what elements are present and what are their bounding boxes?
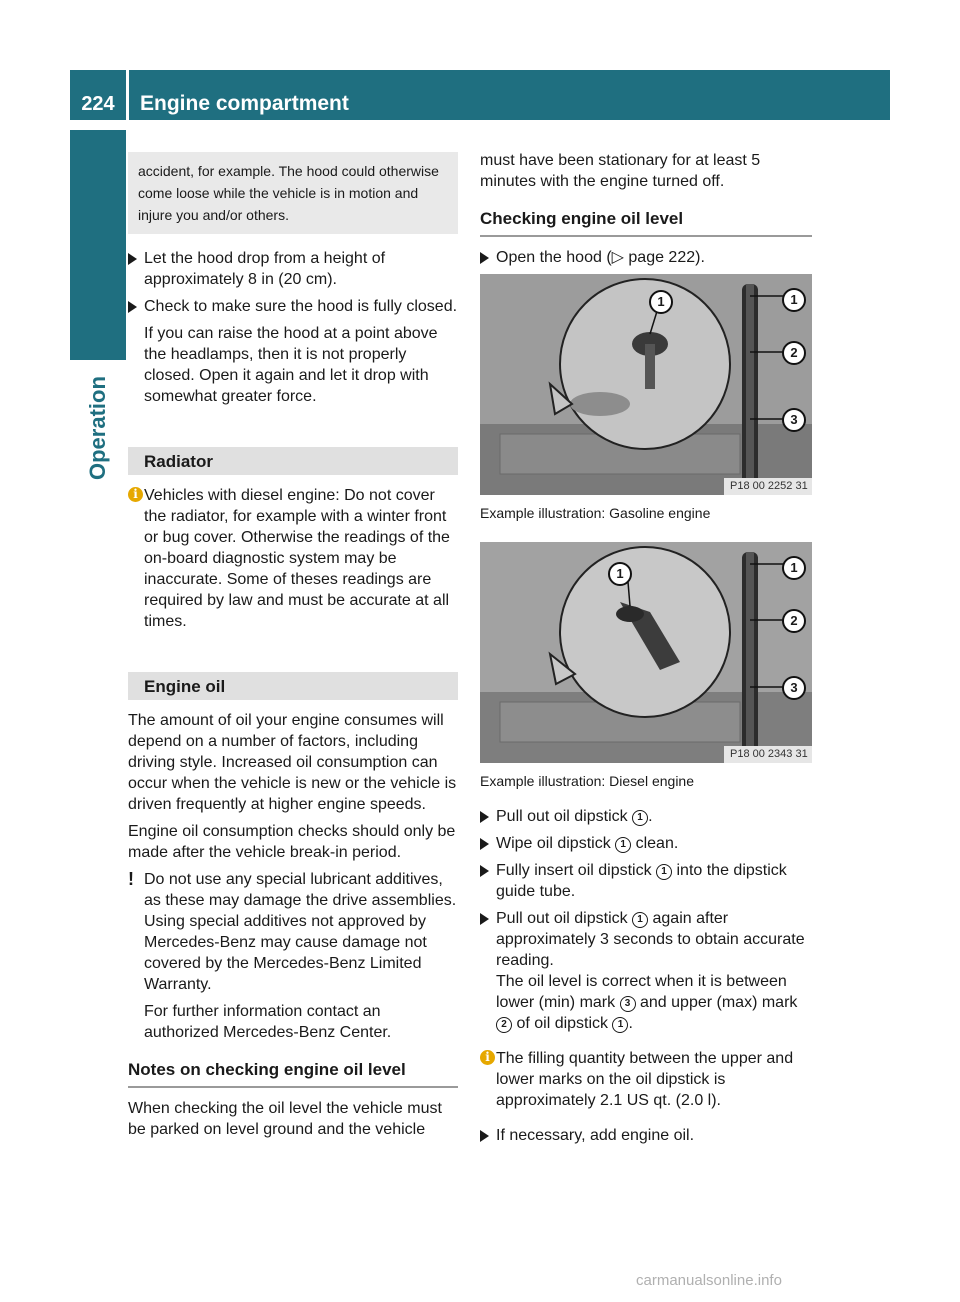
- info-icon: i: [128, 487, 143, 502]
- section-radiator: Radiator: [128, 447, 458, 475]
- step-wipe-dipstick: Wipe oil dipstick 1 clean.: [480, 833, 812, 854]
- callout-1: 1: [612, 1017, 628, 1033]
- callout-1: 1: [632, 912, 648, 928]
- figure-diesel-engine: [480, 542, 812, 763]
- step-insert-dipstick: Fully insert oil dipstick 1 into the dipstick guide tube.: [480, 860, 812, 902]
- left-column: [128, 150, 458, 1146]
- callout-3: 3: [782, 676, 806, 700]
- callout-1: 1: [608, 562, 632, 586]
- notes-paragraph: When checking the oil level the vehicle must be parked on level ground and the vehicle: [128, 1100, 442, 1138]
- callout-1: 1: [782, 288, 806, 312]
- caption-gasoline: Example illustration: Gasoline engine: [480, 505, 711, 521]
- callout-2: 2: [782, 341, 806, 365]
- right-column: [480, 150, 812, 1152]
- oil-paragraph-2: Engine oil consumption checks should only be made after the vehicle break-in period.: [128, 823, 456, 861]
- radiator-note: i Vehicles with diesel engine: Do not cover the radiator, for example with a winter front or bug cover. Otherwise the readings of the on-board diagnostic system may be inaccurate. Some of theses readings are required by law and must be accurate at all times.: [128, 485, 458, 632]
- step-read-dipstick: Pull out oil dipstick 1 again after approximately 3 seconds to obtain accurate reading. The oil level is correct when it is between lower (min) mark 3 and upper (max) mark 2 of oil dipstick 1 .: [480, 908, 812, 1034]
- subheading-checking: Checking engine oil level: [480, 208, 812, 237]
- oil-paragraph-1: The amount of oil your engine consumes will depend on a number of factors, including driving style. Increased oil consumption can occur when the vehicle is new or the vehicle is driven frequently at higher engine speeds.: [128, 712, 457, 813]
- figure-code: P18 00 2343 31: [730, 748, 808, 760]
- step-drop-hood: Let the hood drop from a height of approximately 8 in (20 cm).: [128, 248, 458, 290]
- step-arrow-icon: [480, 838, 489, 850]
- side-tab-label: Operation: [85, 376, 110, 480]
- info-icon: i: [480, 1050, 495, 1065]
- figure-code: P18 00 2252 31: [730, 480, 808, 492]
- step-arrow-icon: [480, 811, 489, 823]
- side-tab: [70, 130, 126, 360]
- figure-gasoline-engine: [480, 274, 812, 495]
- caption-diesel: Example illustration: Diesel engine: [480, 773, 694, 789]
- step-arrow-icon: [128, 253, 137, 265]
- header-divider: [126, 70, 129, 120]
- step-arrow-icon: [480, 1130, 489, 1142]
- step-add-oil: If necessary, add engine oil.: [480, 1125, 812, 1146]
- callout-2: 2: [782, 609, 806, 633]
- step-check-hood: Check to make sure the hood is fully closed.: [128, 296, 458, 317]
- section-engine-oil: Engine oil: [128, 672, 458, 700]
- step-arrow-icon: [480, 865, 489, 877]
- step-pull-dipstick: Pull out oil dipstick 1 .: [480, 806, 812, 827]
- engine-illustration-diesel: [480, 542, 812, 763]
- warning-box: accident, for example. The hood could otherwise come loose while the vehicle is in motion and injure you and/or others.: [128, 152, 458, 234]
- callout-1: 1: [615, 837, 631, 853]
- step-arrow-icon: [480, 913, 489, 925]
- callout-1: 1: [782, 556, 806, 580]
- step-open-hood: Open the hood (▷ page 222).: [480, 247, 812, 268]
- hood-note: If you can raise the hood at a point above the headlamps, then it is not properly closed. Open it again and let it drop with somewhat greater force.: [144, 325, 438, 405]
- callout-3: 3: [782, 408, 806, 432]
- warning-icon: !: [128, 869, 134, 889]
- watermark: carmanualsonline.info: [636, 1272, 782, 1289]
- oil-warning: ! Do not use any special lubricant additives, as these may damage the drive assemblies. Using special additives not approved by Mercedes-Benz may cause damage not covered by the Mercedes-Benz Limited Warranty.: [128, 869, 457, 993]
- oil-warning-contact: For further information contact an authorized Mercedes-Benz Center.: [144, 1003, 392, 1041]
- page-number: 224: [81, 93, 115, 115]
- page-title: Engine compartment: [140, 92, 349, 115]
- callout-1: 1: [632, 810, 648, 826]
- subheading-notes: Notes on checking engine oil level: [128, 1059, 458, 1088]
- callout-3: 3: [620, 996, 636, 1012]
- fill-quantity-note: i The filling quantity between the upper and lower marks on the oil dipstick is approximately 2.1 US qt. (2.0 l).: [480, 1048, 812, 1111]
- callout-2: 2: [496, 1017, 512, 1033]
- step-arrow-icon: [480, 252, 489, 264]
- step-arrow-icon: [128, 301, 137, 313]
- stationary-paragraph: must have been stationary for at least 5 minutes with the engine turned off.: [480, 152, 761, 190]
- callout-1: 1: [656, 864, 672, 880]
- callout-1: 1: [649, 290, 673, 314]
- engine-illustration-gasoline: [480, 274, 812, 495]
